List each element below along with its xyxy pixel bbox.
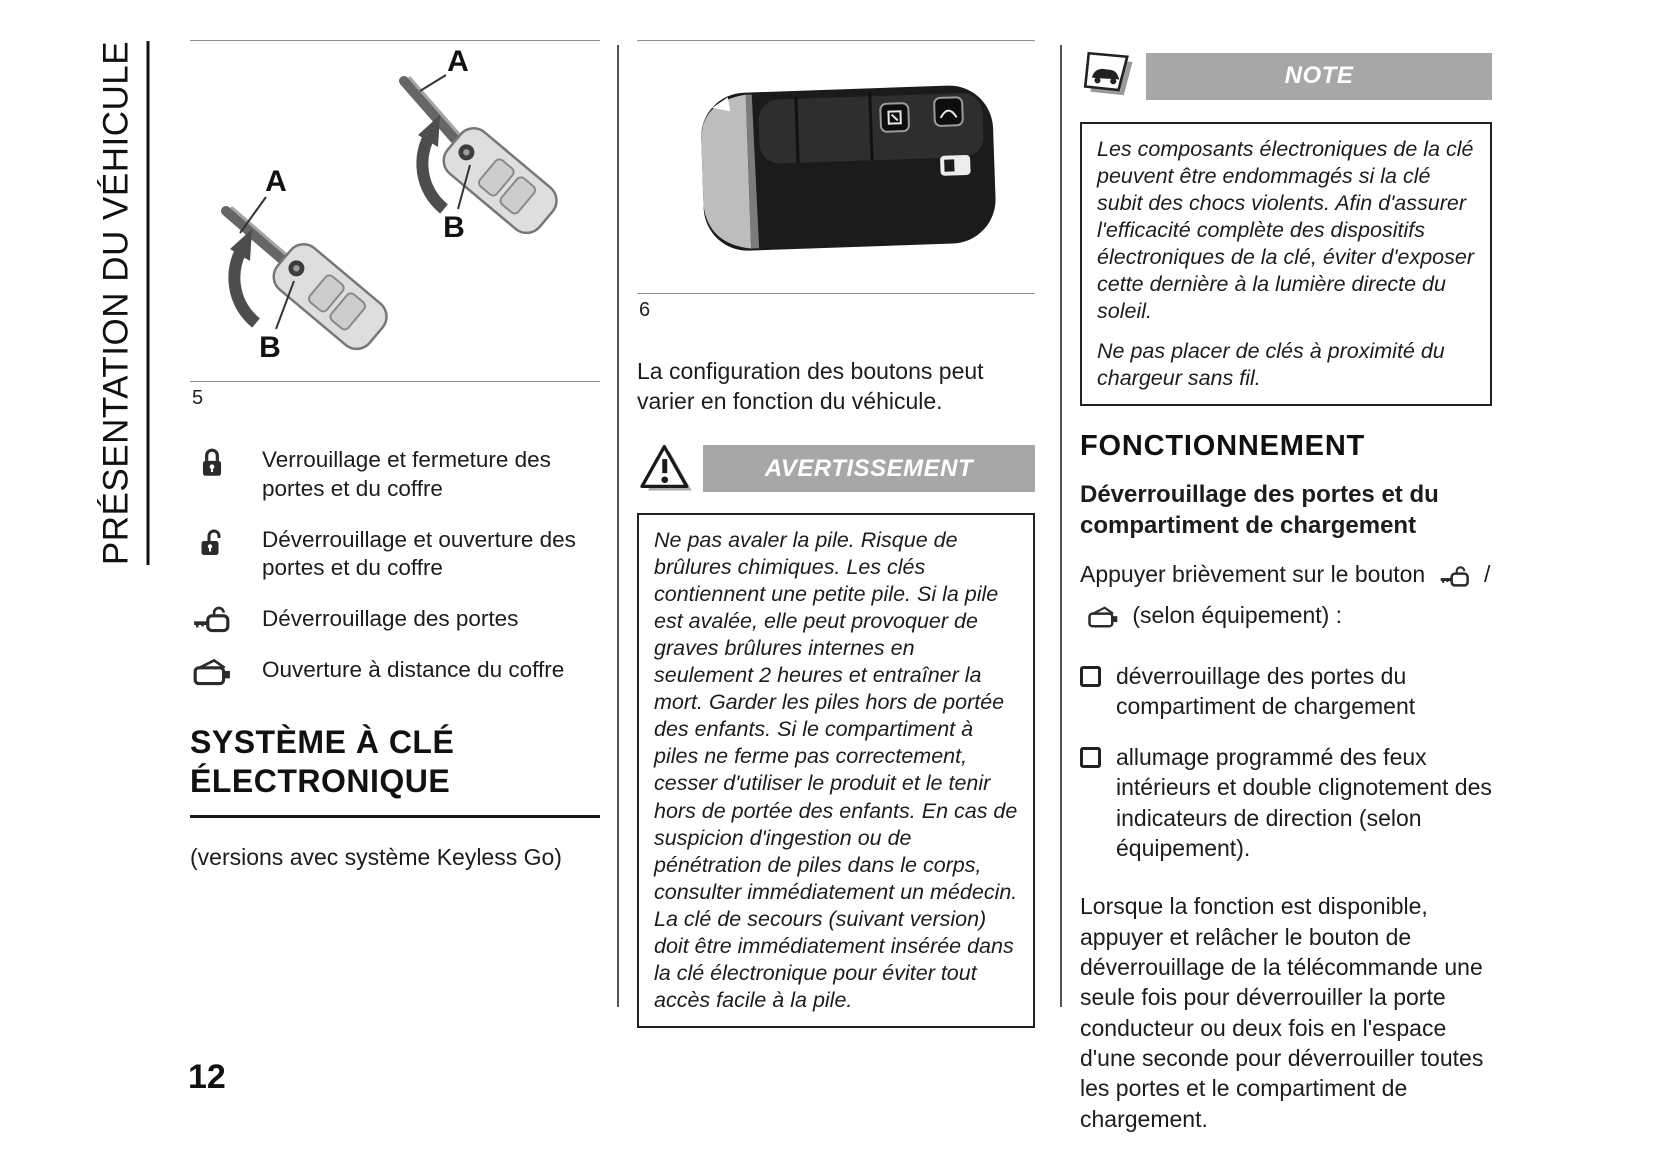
remote-unlock-icon [1439, 563, 1471, 598]
key-button-legend [190, 446, 600, 687]
column-divider [1060, 45, 1062, 1007]
square-bullet-icon [1080, 666, 1101, 687]
press-button-paragraph [1080, 557, 1492, 638]
note-title-bar [1146, 53, 1492, 100]
electronic-key-illustration [637, 41, 1035, 293]
note-title: NOTE [1284, 62, 1354, 89]
legend-item-label: Verrouillage et fermeture des portes et du coffre [262, 447, 551, 501]
legend-item [190, 446, 600, 504]
column-divider [617, 45, 619, 1007]
figure-bottom-rule [190, 381, 600, 382]
legend-item-label: Ouverture à distance du coffre [262, 657, 565, 683]
middle-column [637, 40, 1035, 1028]
flip-key-illustration [190, 41, 600, 381]
unlock-subheading: Déverrouillage des portes et du compartiment de chargement [1080, 480, 1439, 539]
figure-flip-keys [190, 41, 600, 381]
figure-label-a-upper: A [447, 45, 469, 78]
note-header [1080, 48, 1492, 104]
trunk-release-icon [190, 656, 234, 687]
figure-bottom-rule [637, 293, 1035, 294]
note-body-2: Ne pas placer de clés à proximité du chargeur sans fil. [1097, 338, 1445, 390]
page-number: 12 [188, 1058, 226, 1096]
warning-header [637, 443, 1035, 495]
legend-item-label: Déverrouillage et ouverture des portes et du coffre [262, 526, 576, 581]
right-column [1080, 40, 1492, 1157]
warning-triangle-icon [637, 443, 703, 495]
note-box [1080, 122, 1492, 406]
remote-unlock-icon [190, 605, 234, 634]
warning-title: AVERTISSEMENT [764, 454, 974, 482]
section-subtext: (versions avec système Keyless Go) [190, 844, 562, 871]
section-heading-rule [190, 815, 600, 818]
icon-separator: / [1483, 561, 1491, 588]
equipment-text: (selon équipement) : [1132, 601, 1343, 628]
buttons-config-paragraph: La configuration des boutons peut varier en fonction du véhicule. [637, 358, 984, 415]
operation-heading: FONCTIONNEMENT [1080, 429, 1366, 462]
figure-number: 6 [639, 299, 651, 321]
lock-open-icon [190, 526, 234, 559]
note-body-1: Les composants électroniques de la clé peuvent être endommagés si la clé subit des chocs violents. Afin d'assurer l'efficacité complète des dispositifs électroniques de la clé, éviter d'exposer cette dernière à la lumière directe du soleil. [1097, 137, 1474, 324]
warning-title-bar [703, 445, 1035, 492]
section-heading: SYSTÈME À CLÉ ÉLECTRONIQUE [190, 724, 455, 800]
legend-item [190, 605, 600, 634]
bullet-item [1080, 742, 1492, 863]
trunk-release-icon [1087, 604, 1119, 639]
bullet-text: déverrouillage des portes du compartiment de chargement [1116, 663, 1416, 720]
warning-body: Ne pas avaler la pile. Risque de brûlures chimiques. Les clés contiennent une petite pile. Si la pile est avalée, elle peut provoquer de graves brûlures internes en seulement 2 heures et entraîner la mort. Garder les piles hors de portée des enfants. Si le compartiment à piles ne ferme pas correctement, cesser d'utiliser le produit et le tenir hors de portée des enfants. En cas de suspicion d'ingestion ou de pénétration de piles dans le corps, consulter immédiatement un médecin. La clé de secours (suivant version) doit être immédiatement insérée dans la clé électronique pour éviter tout accès facile à la pile. [654, 527, 1018, 1013]
figure-label-b-lower: B [259, 331, 281, 364]
lock-closed-icon [190, 446, 234, 479]
figure-electronic-key [637, 41, 1035, 293]
left-column [190, 40, 600, 873]
bullet-item [1080, 661, 1492, 722]
square-bullet-icon [1080, 747, 1101, 768]
warning-box [637, 513, 1035, 1028]
note-car-icon [1080, 48, 1146, 104]
figure-label-a-lower: A [265, 165, 287, 198]
figure-number: 5 [192, 387, 204, 409]
figure-label-b-upper: B [443, 211, 465, 244]
function-available-paragraph: Lorsque la fonction est disponible, appuyer et relâcher le bouton de déverrouillage de la télécommande une seule fois pour déverrouiller la porte conducteur ou deux fois en l'espace d'une seconde pour déverrouiller toutes les portes et le compartiment de chargement. [1080, 893, 1484, 1132]
bullet-text: allumage programmé des feux intérieurs et double clignotement des indicateurs de direction (selon équipement). [1116, 743, 1492, 861]
legend-item [190, 526, 600, 584]
chapter-title-vertical: PRÉSENTATION DU VÉHICULE [97, 41, 150, 565]
press-button-text: Appuyer brièvement sur le bouton [1080, 561, 1426, 588]
legend-item [190, 656, 600, 687]
legend-item-label: Déverrouillage des portes [262, 606, 519, 632]
